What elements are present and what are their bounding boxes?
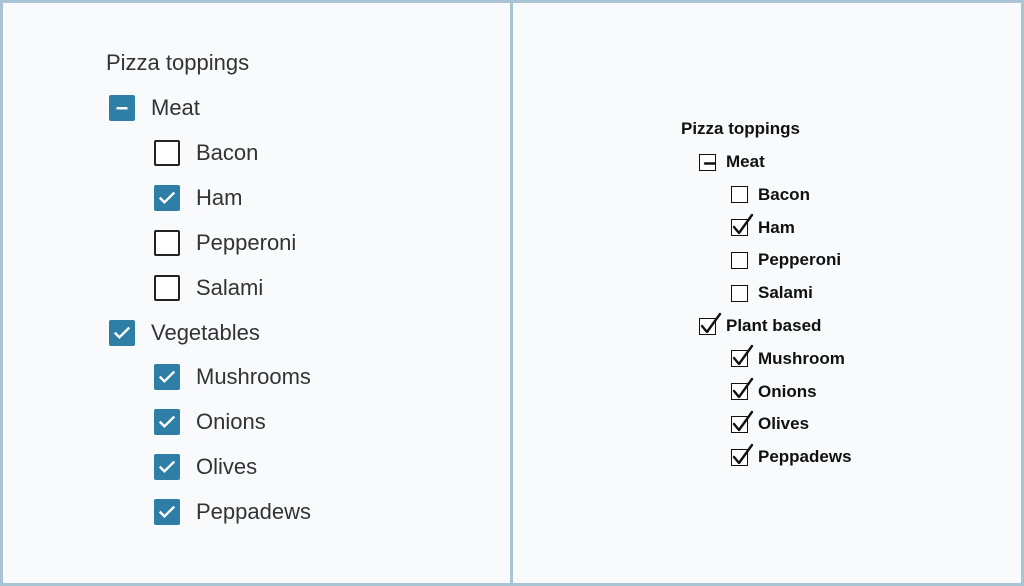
sketch-child-checkbox-mushroom[interactable]: [731, 348, 845, 370]
sketch-checkbox-label: Meat: [726, 152, 765, 171]
child-checkbox-salami[interactable]: [154, 274, 263, 302]
sketch-checkmark-icon[interactable]: [731, 449, 748, 466]
sketch-checkbox-label: Salami: [758, 283, 813, 303]
left-panel-title: Pizza toppings: [106, 50, 250, 75]
checkbox-label: Peppadews: [196, 499, 311, 525]
sketch-child-checkbox-bacon[interactable]: [731, 184, 810, 206]
sketch-child-checkbox-ham[interactable]: [731, 217, 795, 239]
sketch-checkbox-label: Pepperoni: [758, 250, 842, 270]
checkbox-label: Mushrooms: [196, 364, 311, 390]
checkmark-icon[interactable]: [154, 185, 180, 211]
sketch-child-checkbox-salami[interactable]: [731, 282, 813, 304]
material-checkbox-panel: [0, 0, 510, 586]
sketch-minus-icon[interactable]: [699, 154, 716, 171]
child-checkbox-bacon[interactable]: [154, 139, 258, 167]
sketch-child-checkbox-peppadews[interactable]: [731, 446, 852, 468]
sketch-checkmark-icon[interactable]: [731, 219, 748, 236]
sketch-checkbox-label: Peppadews: [758, 447, 852, 467]
empty-checkbox-icon[interactable]: [154, 230, 180, 256]
checkbox-label: Ham: [196, 184, 243, 210]
child-checkbox-mushrooms[interactable]: [154, 363, 311, 391]
checkmark-icon[interactable]: [154, 499, 180, 525]
checkbox-label: Vegetables: [151, 319, 260, 345]
empty-checkbox-icon[interactable]: [154, 140, 180, 166]
sketch-parent-checkbox-meat[interactable]: [699, 151, 765, 173]
sketch-checkbox-label: Onions: [758, 381, 817, 401]
sketch-checkmark-icon[interactable]: [699, 318, 716, 335]
checkmark-icon[interactable]: [154, 409, 180, 435]
child-checkbox-pepperoni[interactable]: [154, 229, 296, 257]
empty-checkbox-icon[interactable]: [154, 275, 180, 301]
parent-checkbox-vegetables[interactable]: [109, 319, 260, 347]
sketch-empty-checkbox-icon[interactable]: [731, 285, 748, 302]
sketch-checkmark-icon[interactable]: [731, 416, 748, 433]
sketch-empty-checkbox-icon[interactable]: [731, 252, 748, 269]
child-checkbox-olives[interactable]: [154, 453, 257, 481]
sketch-child-checkbox-onions[interactable]: [731, 381, 817, 403]
checkbox-label: Pepperoni: [196, 229, 297, 255]
child-checkbox-onions[interactable]: [154, 408, 266, 436]
sketch-empty-checkbox-icon[interactable]: [731, 186, 748, 203]
sketch-child-checkbox-olives[interactable]: [731, 413, 809, 435]
right-panel-title: Pizza toppings: [681, 119, 800, 138]
checkmark-icon[interactable]: [154, 454, 180, 480]
checkbox-label: Bacon: [196, 139, 259, 165]
sketch-parent-checkbox-plant-based[interactable]: [699, 315, 821, 337]
checkmark-icon[interactable]: [109, 320, 135, 346]
parent-checkbox-meat[interactable]: [109, 94, 200, 122]
sketch-checkmark-icon[interactable]: [731, 350, 748, 367]
sketch-checkbox-panel: [513, 0, 1024, 586]
sketch-checkbox-label: Olives: [758, 414, 810, 434]
sketch-checkbox-label: Plant based: [726, 316, 822, 335]
checkbox-label: Olives: [196, 454, 258, 480]
minus-icon[interactable]: [109, 95, 135, 121]
checkmark-icon[interactable]: [154, 364, 180, 390]
child-checkbox-ham[interactable]: [154, 184, 242, 212]
checkbox-label: Salami: [196, 274, 264, 300]
sketch-child-checkbox-pepperoni[interactable]: [731, 249, 841, 271]
sketch-checkbox-label: Ham: [758, 217, 795, 237]
sketch-checkmark-icon[interactable]: [731, 383, 748, 400]
sketch-checkbox-label: Bacon: [758, 184, 810, 204]
checkbox-label: Meat: [151, 95, 200, 120]
checkbox-label: Onions: [196, 409, 266, 435]
sketch-checkbox-label: Mushroom: [758, 348, 845, 368]
child-checkbox-peppadews[interactable]: [154, 498, 311, 526]
